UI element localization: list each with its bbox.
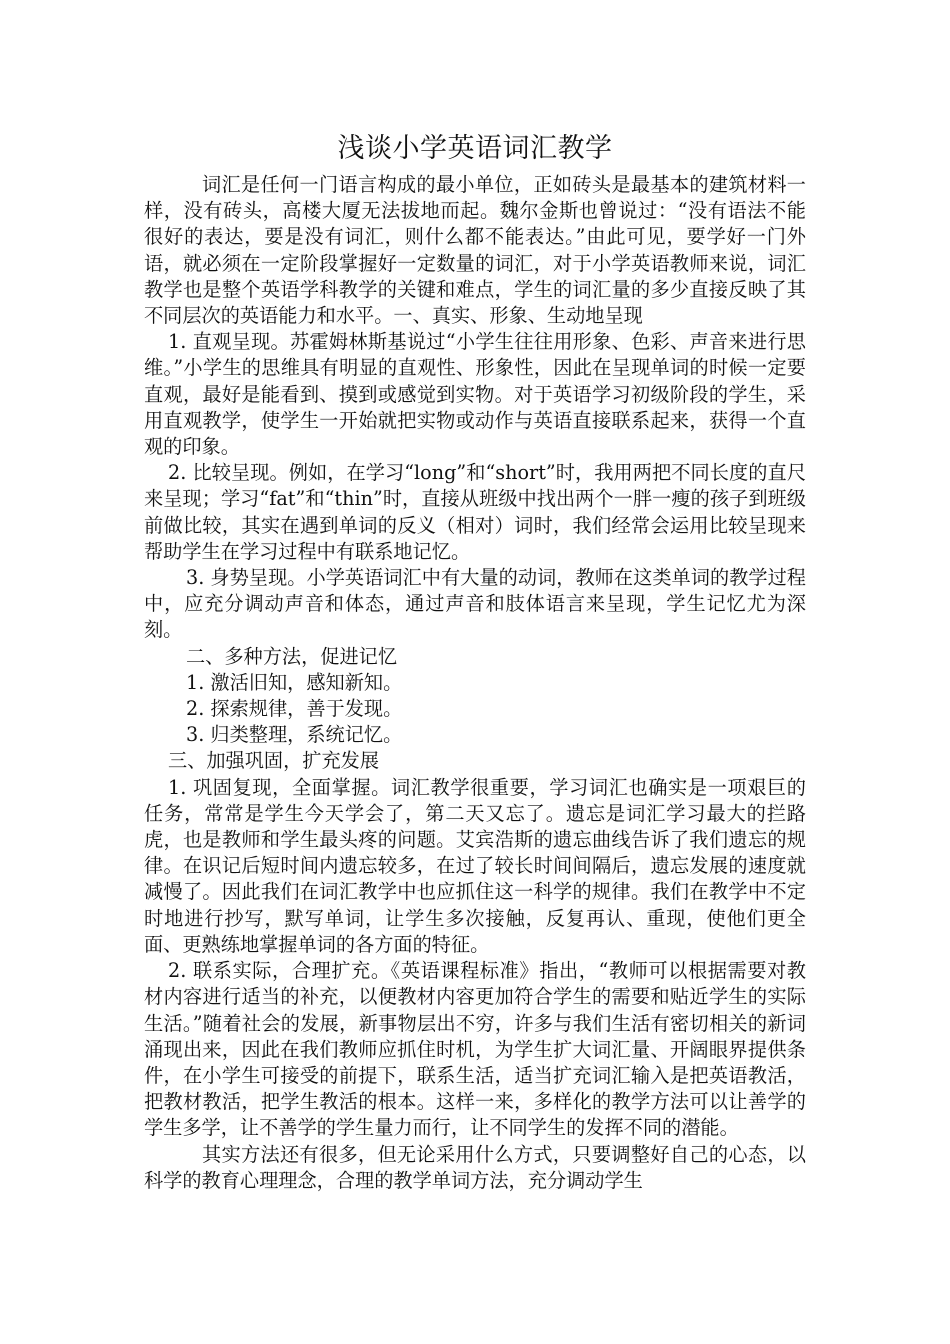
document-title: 浅谈小学英语词汇教学 xyxy=(337,133,613,164)
paragraph-2-2: 2. 探索规律，善于发现。 xyxy=(186,697,403,721)
paragraph-2-3: 3. 归类整理，系统记忆。 xyxy=(186,723,403,747)
section-heading-3: 三、加强巩固，扩充发展 xyxy=(168,749,380,773)
paragraph-3-2: 2. 联系实际，合理扩充。《英语课程标准》指出，“教师可以根据需要对教材内容进行适当的补充，以便教材内容更加符合学生的需要和贴近学生的实际生活。”随着社会的发展，新事物层出不穷，许多与我们生活有密切相关的新词涌现出来，因此在我们教师应抓住时机，为学生扩大词汇量、开阔眼界提供条件，在小学生可接受的前提下，联系生活，适当扩充词汇输入是把英语教活，把教材教活，把学生教活的根本。这样一来，多样化的教学方法可以让善学的学生多学，让不善学的学生量力而行，让不同学生的发挥不同的潜能。 xyxy=(144,959,806,1140)
paragraph-2-1: 1. 激活旧知，感知新知。 xyxy=(186,670,403,694)
paragraph-1-1: 1. 直观呈现。苏霍姆林斯基说过“小学生往往用形象、色彩、声音来进行思维。”小学生的思维具有明显的直观性、形象性，因此在呈现单词的时候一定要直观，最好是能看到、摸到或感觉到实物。对于英语学习初级阶段的学生，采用直观教学，使学生一开始就把实物或动作与英语直接联系起来，获得一个直观的印象。 xyxy=(144,330,806,459)
section-heading-2: 二、多种方法，促进记忆 xyxy=(186,644,398,668)
document-body xyxy=(144,172,806,1194)
paragraph-3-1: 1. 巩固复现，全面掌握。词汇教学很重要，学习词汇也确实是一项艰巨的任务，常常是学生今天学会了，第二天又忘了。遗忘是词汇学习最大的拦路虎，也是教师和学生最头疼的问题。艾宾浩斯的遗忘曲线告诉了我们遗忘的规律。在识记后短时间内遗忘较多，在过了较长时间间隔后，遗忘发展的速度就减慢了。因此我们在词汇教学中也应抓住这一科学的规律。我们在教学中不定时地进行抄写，默写单词，让学生多次接触，反复再认、重现，使他们更全面、更熟练地掌握单词的各方面的特征。 xyxy=(144,775,806,956)
paragraph-1-2: 2. 比较呈现。例如，在学习“long”和“short”时，我用两把不同长度的直尺来呈现；学习“fat”和“thin”时，直接从班级中找出两个一胖一瘦的孩子到班级前做比较，其实在遇到单词的反义（相对）词时，我们经常会运用比较呈现来帮助学生在学习过程中有联系地记忆。 xyxy=(144,461,806,563)
paragraph-conclusion: 其实方法还有很多，但无论采用什么方式，只要调整好自己的心态，以科学的教育心理理念，合理的教学单词方法，充分调动学生 xyxy=(144,1142,806,1192)
paragraph-intro: 词汇是任何一门语言构成的最小单位，正如砖头是最基本的建筑材料一样，没有砖头，高楼大厦无法拔地而起。魏尔金斯也曾说过：“没有语法不能很好的表达，要是没有词汇，则什么都不能表达。”由此可见，要学好一门外语，就必须在一定阶段掌握好一定数量的词汇，对于小学英语教师来说，词汇教学也是整个英语学科教学的关键和难点，学生的词汇量的多少直接反映了其不同层次的英语能力和水平。一、真实、形象、生动地呈现 xyxy=(144,173,806,328)
paragraph-1-3: 3. 身势呈现。小学英语词汇中有大量的动词，教师在这类单词的教学过程中，应充分调动声音和体态，通过声音和肢体语言来呈现，学生记忆尤为深刻。 xyxy=(144,566,806,642)
